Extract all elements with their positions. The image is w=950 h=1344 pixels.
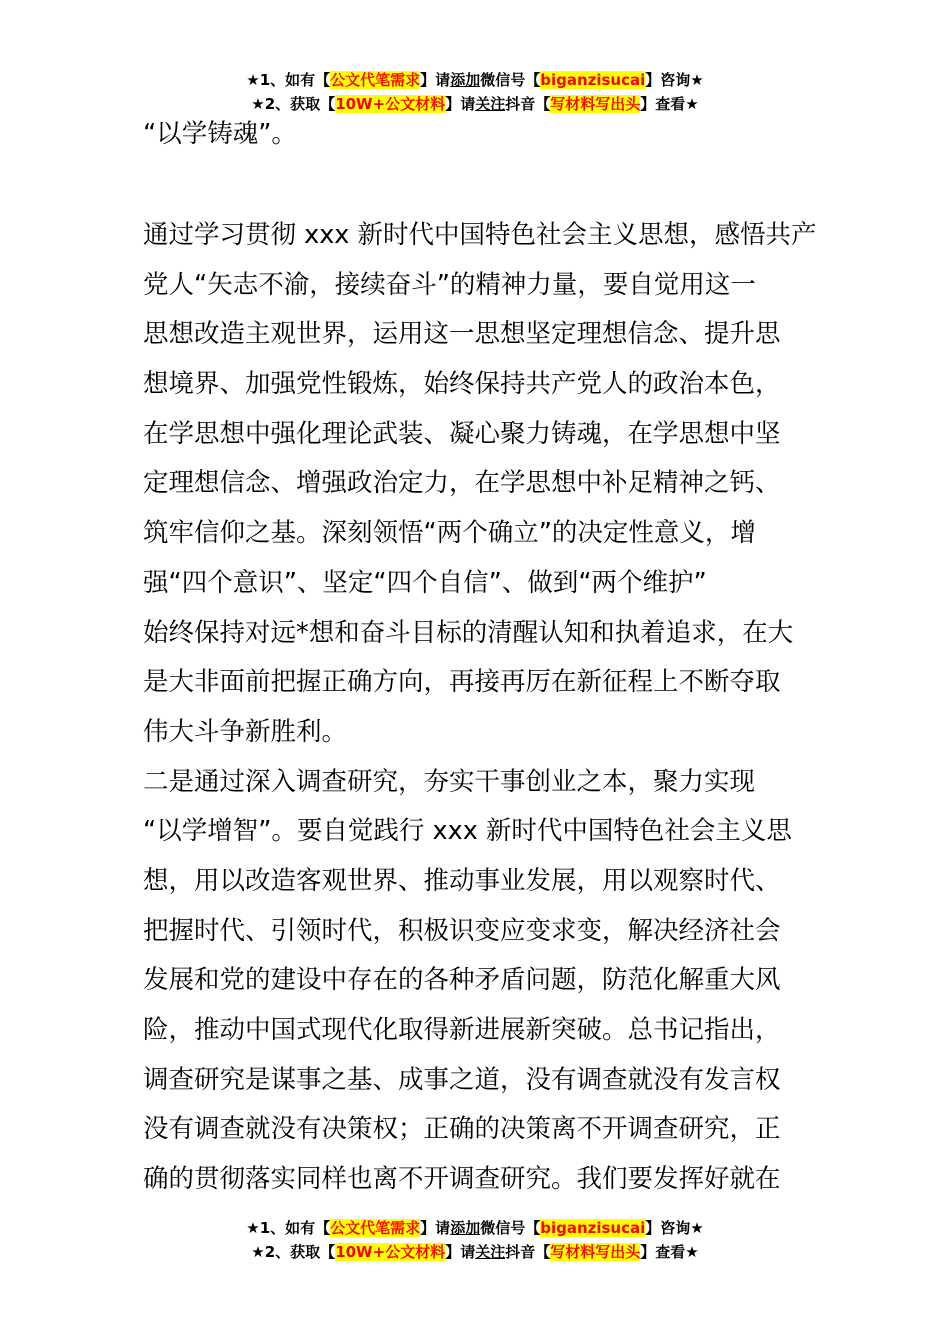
banner-text: 微信号【 (480, 71, 541, 89)
highlight-douyin-account: 写材料写出头 (550, 1243, 641, 1261)
paragraph-line: 思想改造主观世界，运用这一思想坚定理想信念、提升思 (143, 319, 781, 350)
paragraph-line: 通过学习贯彻 xxx 新时代中国特色社会主义思想，感悟共产 (143, 220, 817, 250)
highlight-douyin-account: 写材料写出头 (550, 95, 641, 113)
banner-text: 】请 (420, 1219, 451, 1237)
paragraph-line: 确的贯彻落实同样也离不开调查研究。我们要发挥好就在 (143, 1164, 781, 1195)
paragraph-line: 筑牢信仰之基。深刻领悟“两个确立”的决定性意义，增 (143, 518, 756, 549)
banner-text: ★2、获取【 (251, 95, 336, 113)
highlight-wechat-id: biganzisucai (540, 1219, 646, 1237)
banner-underlined-text: 关注 (475, 95, 506, 113)
paragraph-line: 党人“矢志不渝，接续奋斗”的精神力量，要自觉用这一 (143, 269, 756, 300)
highlight-service: 公文代笔需求 (330, 71, 421, 89)
banner-line-1 (0, 1216, 950, 1240)
highlight-materials: 10W+公文材料 (335, 1243, 446, 1261)
highlight-materials: 10W+公文材料 (335, 95, 446, 113)
paragraph-gap (143, 154, 807, 211)
banner-text: 】请 (445, 95, 476, 113)
paragraph-line: 二是通过深入调查研究，夯实干事创业之本，聚力实现 (143, 766, 756, 797)
paragraph-line: 是大非面前把握正确方向，再接再厉在新征程上不断夺取 (143, 667, 781, 698)
banner-text: ★1、如有【 (246, 71, 331, 89)
paragraph-line: 调查研究是谋事之基、成事之道，没有调查就没有发言权 (143, 1064, 781, 1095)
paragraph-line: 强“四个意识”、坚定“四个自信”、做到“两个维护” (143, 567, 707, 598)
paragraph-line: 发展和党的建设中存在的各种矛盾问题，防范化解重大风 (143, 965, 781, 996)
header-banner (0, 68, 950, 116)
banner-text: 】请 (420, 71, 451, 89)
banner-line-1 (0, 68, 950, 92)
paragraph-line: 定理想信念、增强政治定力，在学思想中补足精神之钙、 (143, 468, 781, 499)
highlight-service: 公文代笔需求 (330, 1219, 421, 1237)
banner-underlined-text: 添加 (450, 71, 481, 89)
footer-banner (0, 1216, 950, 1264)
banner-text: 】查看★ (640, 1243, 699, 1261)
banner-text: 】查看★ (640, 95, 699, 113)
banner-text: 】请 (445, 1243, 476, 1261)
banner-underlined-text: 添加 (450, 1219, 481, 1237)
banner-text: 抖音【 (505, 95, 551, 113)
paragraph-line: 把握时代、引领时代，积极识变应变求变，解决经济社会 (143, 915, 781, 946)
banner-line-2 (0, 1240, 950, 1264)
paragraph-line: 想境界、加强党性锻炼，始终保持共产党人的政治本色， (143, 369, 781, 400)
paragraph-line: 始终保持对远*想和奋斗目标的清醒认知和执着追求，在大 (143, 617, 794, 648)
banner-line-2 (0, 92, 950, 116)
paragraph-line: “以学铸魂”。 (143, 119, 297, 149)
paragraph-line: 在学思想中强化理论武装、凝心聚力铸魂，在学思想中坚 (143, 418, 781, 449)
banner-text: 】咨询★ (645, 71, 704, 89)
banner-underlined-text: 关注 (475, 1243, 506, 1261)
banner-text: 抖音【 (505, 1243, 551, 1261)
banner-text: 微信号【 (480, 1219, 541, 1237)
paragraph-line: 伟大斗争新胜利。 (143, 716, 348, 747)
banner-text: ★1、如有【 (246, 1219, 331, 1237)
highlight-wechat-id: biganzisucai (540, 71, 646, 89)
banner-text: ★2、获取【 (251, 1243, 336, 1261)
banner-text: 】咨询★ (645, 1219, 704, 1237)
paragraph-line: 想，用以改造客观世界、推动事业发展，用以观察时代、 (143, 865, 781, 896)
paragraph-line: 险，推动中国式现代化取得新进展新突破。总书记指出， (143, 1015, 781, 1045)
document-body (143, 114, 817, 1205)
paragraph-line: “以学增智”。要自觉践行 xxx 新时代中国特色社会主义思 (143, 816, 792, 847)
paragraph-line: 没有调查就没有决策权；正确的决策离不开调查研究，正 (143, 1114, 781, 1145)
